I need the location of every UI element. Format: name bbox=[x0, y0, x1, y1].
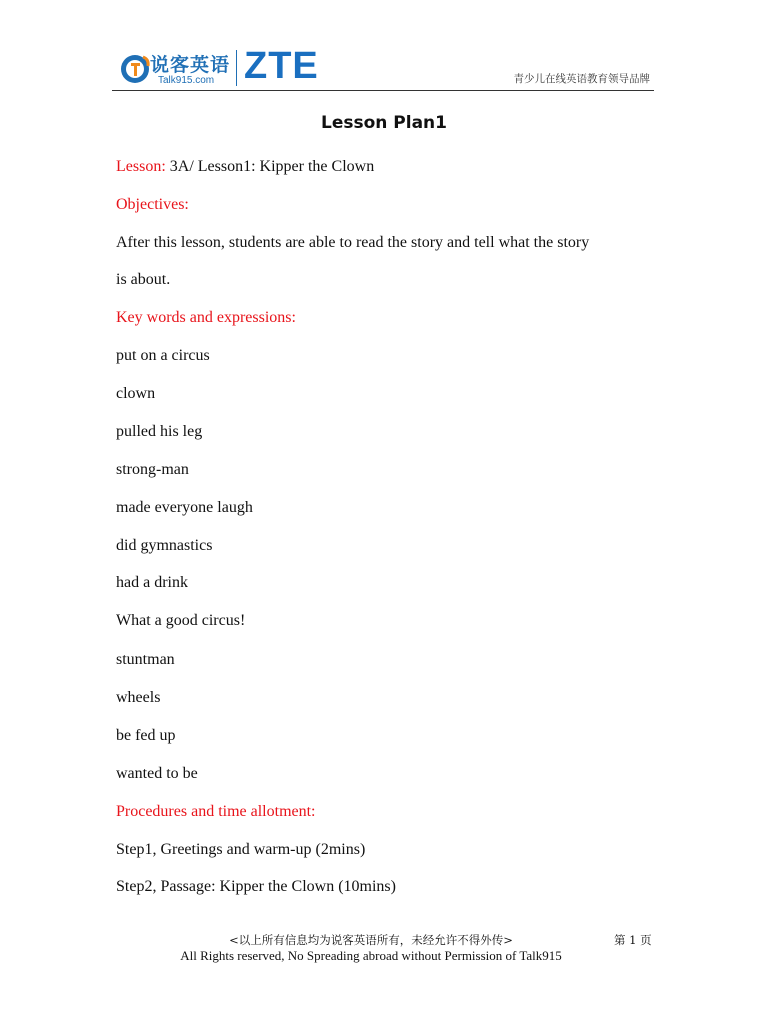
key-word-item: wanted to be bbox=[116, 765, 198, 782]
page-number: 第 1 页 bbox=[614, 933, 652, 947]
logo-divider bbox=[236, 50, 237, 86]
key-word-item: clown bbox=[116, 385, 156, 402]
key-word-item: What a good circus! bbox=[116, 612, 246, 629]
procedure-step: Step2, Passage: Kipper the Clown (10mins) bbox=[116, 878, 396, 895]
footer-notice-cn: <以上所有信息均为说客英语所有，未经允许不得外传> bbox=[229, 933, 513, 947]
lesson-line bbox=[116, 157, 374, 177]
objectives-text-line: is about. bbox=[116, 271, 171, 288]
document-header bbox=[112, 44, 654, 91]
header-tagline: 青少儿在线英语教育领导品牌 bbox=[513, 73, 650, 85]
objectives-heading: Objectives: bbox=[116, 196, 189, 213]
key-word-item: did gymnastics bbox=[116, 537, 213, 554]
key-word-item: put on a circus bbox=[116, 347, 210, 364]
zte-logo: ZTE bbox=[244, 45, 319, 87]
key-word-item: stuntman bbox=[116, 651, 175, 668]
procedures-heading: Procedures and time allotment: bbox=[116, 803, 316, 820]
key-words-heading: Key words and expressions: bbox=[116, 309, 296, 326]
lesson-value: 3A/ Lesson1: Kipper the Clown bbox=[169, 158, 375, 175]
brand-url: Talk915.com bbox=[158, 75, 215, 86]
talk915-logo-icon bbox=[118, 50, 154, 86]
key-word-item: had a drink bbox=[116, 574, 188, 591]
objectives-text-line: After this lesson, students are able to read the story and tell what the story bbox=[116, 234, 590, 251]
document-title: Lesson Plan1 bbox=[321, 113, 447, 133]
key-word-item: be fed up bbox=[116, 727, 176, 744]
lesson-label: Lesson: bbox=[116, 158, 166, 175]
brand-name-cn: 说客英语 bbox=[150, 54, 231, 76]
footer-notice-en: All Rights reserved, No Spreading abroad without Permission of Talk915 bbox=[180, 948, 562, 963]
key-word-item: made everyone laugh bbox=[116, 499, 253, 516]
procedure-step: Step1, Greetings and warm-up (2mins) bbox=[116, 841, 366, 858]
key-word-item: strong-man bbox=[116, 461, 189, 478]
key-word-item: pulled his leg bbox=[116, 423, 203, 440]
key-word-item: wheels bbox=[116, 689, 161, 706]
